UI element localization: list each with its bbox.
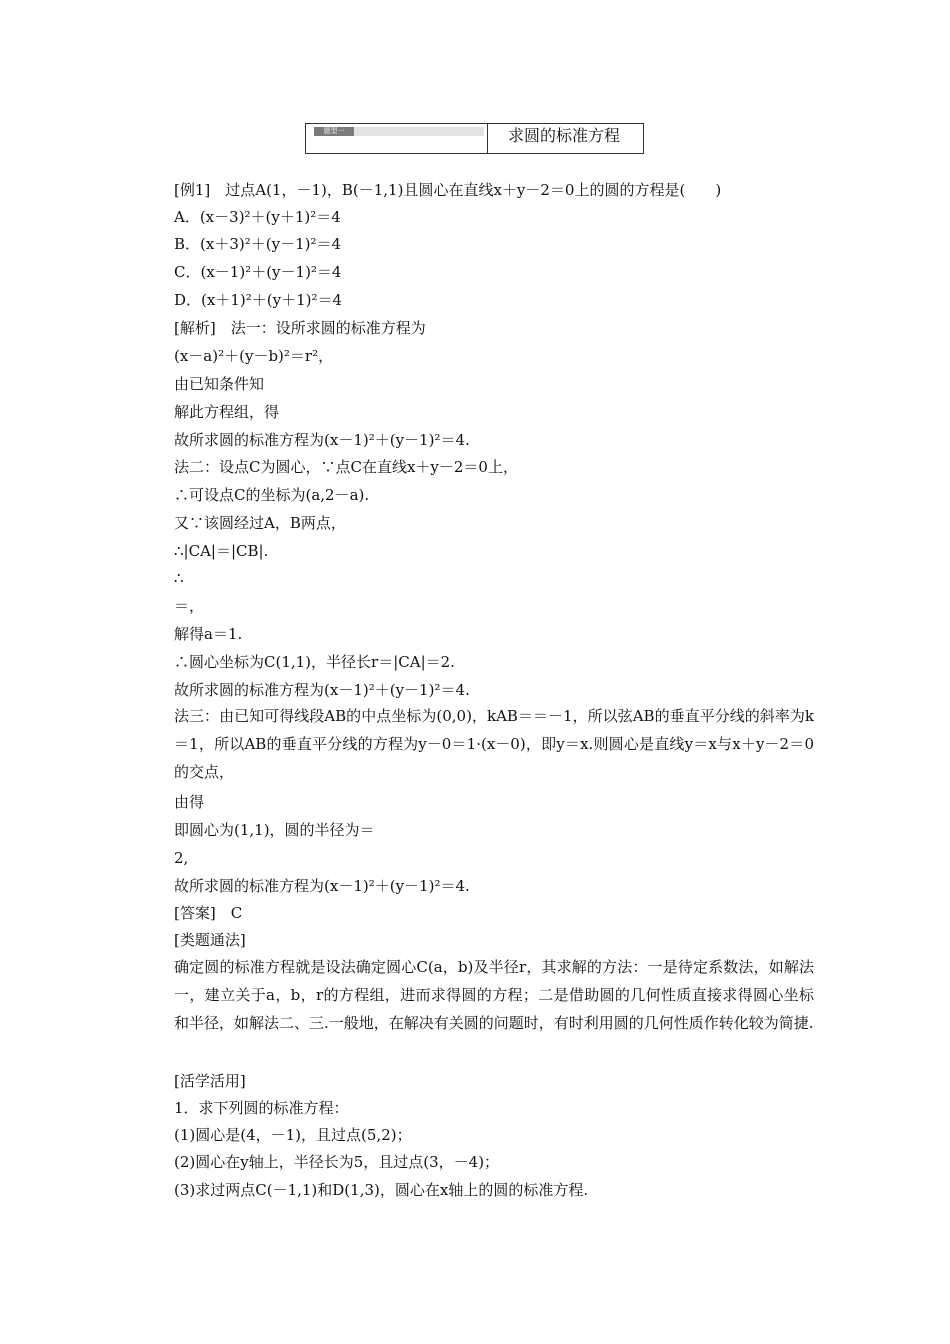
answer-line: [答案] C [174,904,243,922]
method-three-paragraph: 法三：由已知可得线段AB的中点坐标为(0,0)，kAB＝＝－1，所以弦AB的垂直平分线的斜率为k＝1，所以AB的垂直平分线的方程为y－0＝1·(x－0)，即y＝x.则圆心是直线y＝x与x＋y－2＝0的交点， [174,707,814,781]
solution-line: 由已知条件知 [174,375,265,393]
method-two-line: ∴可设点C的坐标为(a,2－a). [174,486,370,504]
option-c: C．(x－1)²＋(y－1)²＝4 [174,263,342,281]
method-two-line: ∴|CA|＝|CB|. [174,542,269,560]
method-two-line: 解得a＝1. [174,625,243,643]
practice-heading: [活学活用] [174,1072,246,1090]
section-tag-label: 题型一 [314,127,354,136]
practice-item: (2)圆心在y轴上，半径长为5，且过点(3，－4)； [174,1153,500,1171]
method-summary-heading: [类题通法] [174,931,246,949]
practice-question: 1．求下列圆的标准方程： [174,1099,349,1117]
method-two-line: ＝， [174,597,205,615]
solution-line: 解此方程组，得 [174,403,280,421]
example-question: [例1] 过点A(1，－1)，B(－1,1)且圆心在直线x＋y－2＝0上的圆的方程是( ) [174,181,722,199]
method-summary-paragraph: 确定圆的标准方程就是设法确定圆心C(a，b)及半径r，其求解的方法：一是待定系数法，如解法一，建立关于a，b，r的方程组，进而求得圆的方程；二是借助圆的几何性质直接求得圆心坐标和半径，如解法二、三.一般地，在解决有关圆的问题时，有时利用圆的几何性质作转化较为简捷. [174,958,814,1032]
option-d: D．(x＋1)²＋(y＋1)²＝4 [174,291,343,309]
header-divider [487,124,488,154]
practice-item: (1)圆心是(4，－1)，且过点(5,2)； [174,1126,412,1144]
section-header [305,123,644,154]
section-title: 求圆的标准方程 [508,126,621,145]
method-two-line: 又∵该圆经过A，B两点， [174,514,346,532]
method-three-line: 故所求圆的标准方程为(x－1)²＋(y－1)²＝4. [174,877,470,895]
option-a: A．(x－3)²＋(y＋1)²＝4 [174,208,341,226]
method-two-line: ∴圆心坐标为C(1,1)，半径长r＝|CA|＝2. [174,653,455,671]
practice-item: (3)求过两点C(－1,1)和D(1,3)，圆心在x轴上的圆的标准方程. [174,1181,589,1199]
option-b: B．(x＋3)²＋(y－1)²＝4 [174,235,342,253]
solution-line: (x－a)²＋(y－b)²＝r²， [174,347,334,365]
solution-heading: [解析] 法一：设所求圆的标准方程为 [174,319,426,337]
solution-line: 故所求圆的标准方程为(x－1)²＋(y－1)²＝4. [174,431,470,449]
method-three-line: 即圆心为(1,1)，圆的半径为＝ [174,821,375,839]
method-three-line: 由得 [174,793,205,811]
method-two-line: 法二：设点C为圆心，∵点C在直线x＋y－2＝0上， [174,458,518,476]
section-tag [306,124,486,154]
method-three-line: 2, [174,849,189,867]
method-two-line: 故所求圆的标准方程为(x－1)²＋(y－1)²＝4. [174,681,470,699]
method-two-line: ∴ [174,569,184,587]
